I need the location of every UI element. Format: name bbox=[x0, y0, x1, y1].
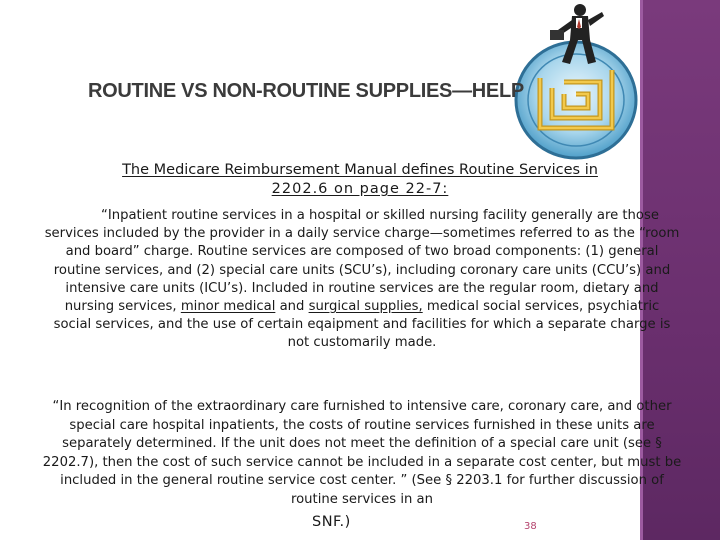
slide-title: ROUTINE VS NON-ROUTINE SUPPLIES—HELP bbox=[88, 80, 524, 102]
special-care-quote: “In recognition of the extraordinary care furnished to intensive care, coronary care, and other special care hospital inpatients, the costs of routine services furnished in these units are separately determined. If the unit does not meet the definition of a special care unit (see § 2202.7), then the cost of such service cannot be included in a separate cost center, but must be included in the general routine service cost center. ” (See § 2203.1 for further discussion of routine services in an bbox=[42, 399, 682, 507]
intro-text bbox=[60, 161, 660, 199]
quote1-part1: “Inpatient routine services in a hospital or skilled nursing facility generally are those services included by the provider in a daily service charge—sometimes referred to as the “room and board” charge. Routine services are composed of two broad components: (1) general routine services, and (2) special care units (SCU’s), including coronary care units (CCU’s) and intensive care units (ICU’s). Included in routine services are the regular room, dietary and nursing services, bbox=[44, 208, 680, 315]
routine-services-quote bbox=[44, 207, 680, 353]
intro-line-1: The Medicare Reimbursement Manual defines Routine Services in bbox=[122, 162, 598, 178]
surgical-supplies-underlined: surgical supplies, bbox=[308, 299, 423, 315]
quote1-part2: medical social services, psychiatric social services, and the use of certain eqaipment and facilities for which a separate charge is not customarily made. bbox=[53, 299, 671, 351]
minor-medical-underlined: minor medical bbox=[180, 299, 276, 315]
intro-line-2: 2202.6 on page 22-7: bbox=[271, 181, 449, 197]
snf-text: SNF.) bbox=[312, 514, 351, 530]
slide-number: 38 bbox=[524, 521, 537, 532]
quote1-connector: and bbox=[279, 299, 305, 315]
